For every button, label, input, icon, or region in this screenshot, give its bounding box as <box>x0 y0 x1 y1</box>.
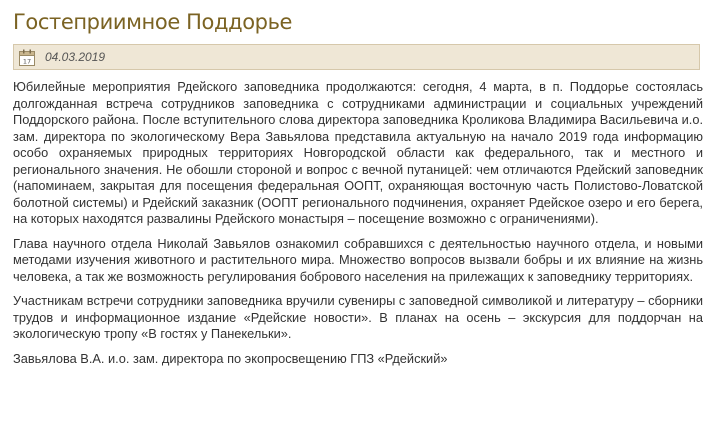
article-body <box>13 79 703 367</box>
article-paragraph: Участникам встречи сотрудники заповедника вручили сувениры с заповедной символикой и литературу – сборники трудов и информационное издание «Рдейские новости». В планах на осень – экскурсия для поддорчан на экологическую тропу «В гостях у Панекельки». <box>13 293 703 341</box>
calendar-icon <box>19 49 35 66</box>
article-paragraph: Глава научного отдела Николай Завьялов ознакомил собравшихся с деятельностью научного отдела, и новыми методами изучения животного и растительного мира. Множество вопросов вызвали бобры и их влияние на жизнь человека, а так же возможность регулирования бобрового населения на прилежащих к заповеднику территориях. <box>13 235 703 284</box>
date-bar <box>13 44 700 70</box>
article-title: Гостеприимное Поддорье <box>13 10 293 34</box>
article-signature: Завьялова В.А. и.о. зам. директора по экопросвещению ГПЗ «Рдейский» <box>13 350 448 366</box>
article-date: 04.03.2019 <box>45 50 106 64</box>
article-paragraph: Юбилейные мероприятия Рдейского заповедника продолжаются: сегодня, 4 марта, в п. Поддорье состоялась долгожданная встреча сотрудников заповедника с сотрудниками администрации и социальных учреждений Поддорского района. После вступительного слова директора заповедника Кроликова Владимира Васильевича и.о. зам. директора по экологическому Вера Завьялова представила актуальную на начало 2019 года информацию особо охраняемых природных территориях Новгородской области как федерального, так и местного и регионального значения. Не обошли стороной и вопрос с вечной путаницей: чем отличаются Рдейский заповедник (напоминаем, закрытая для посещения федеральная ООПТ, охраняющая восточную часть Полистово-Ловатской болотной системы) и Рдейский заказник (ООПТ регионального подчинения, охраняет Рдейское озеро и его берега, на которых находятся развалины Рдейского монастыря – посещение возможно с ограничениями). <box>13 79 703 226</box>
calendar-icon-number: 17 <box>22 57 32 66</box>
